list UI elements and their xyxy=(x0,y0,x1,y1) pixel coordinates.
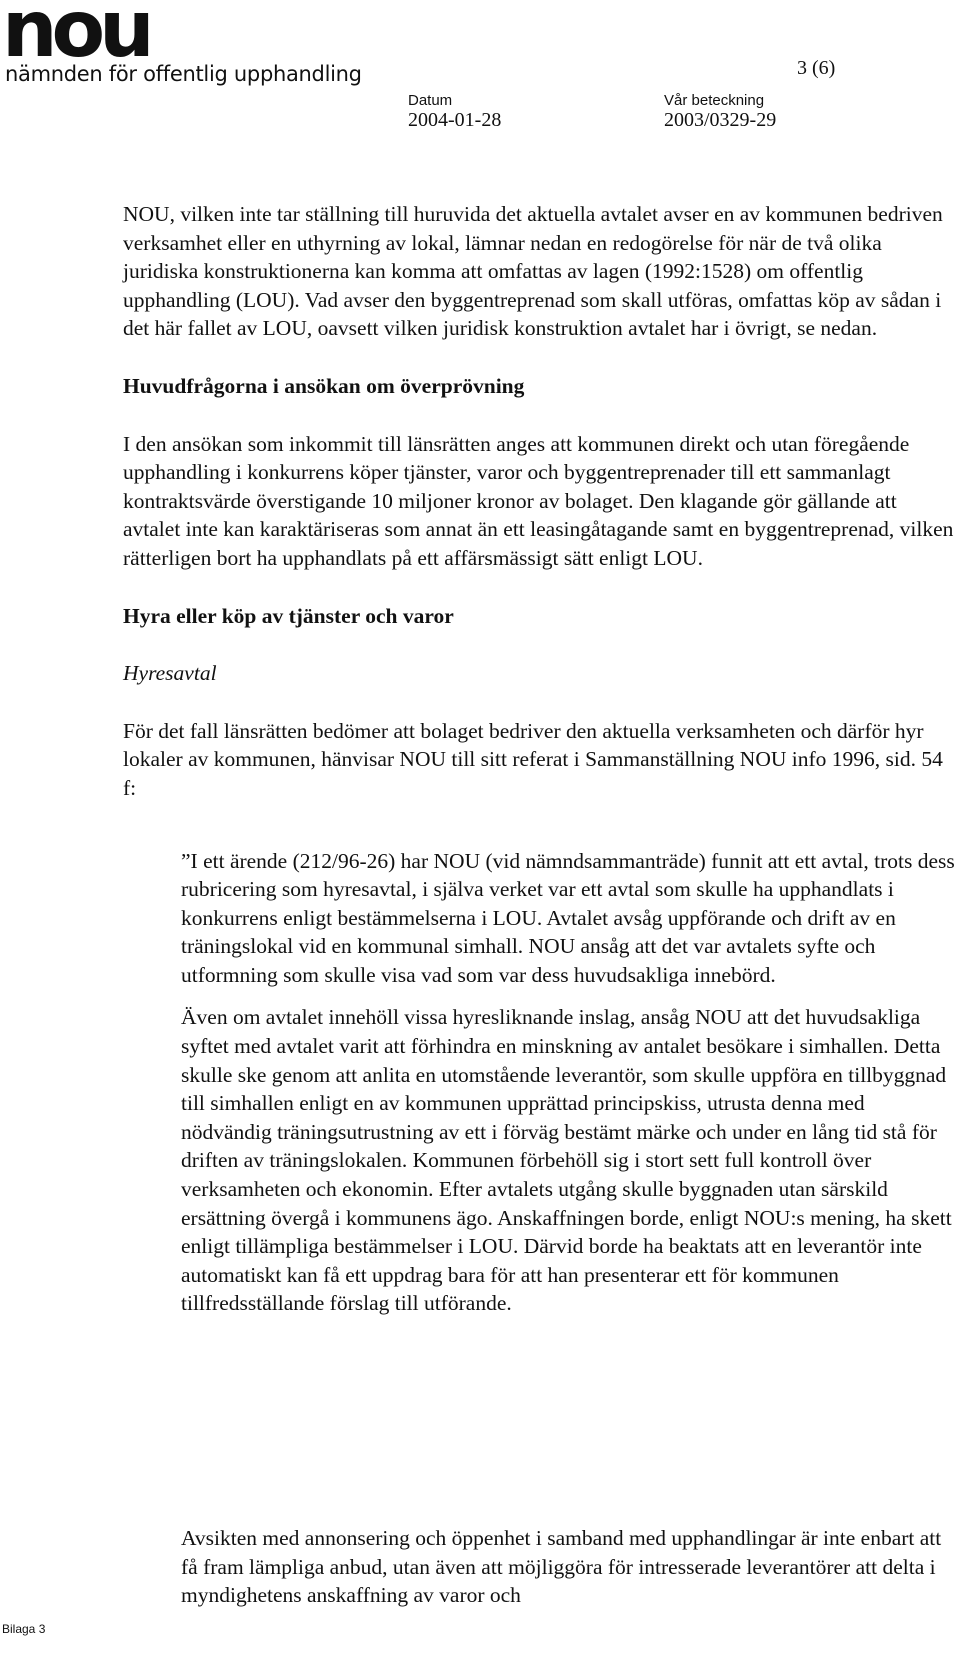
nou-logo-mark xyxy=(2,0,202,62)
date-value: 2004-01-28 xyxy=(408,109,502,131)
quote-paragraph-2: Även om avtalet innehöll vissa hyresliknande inslag, ansåg NOU att det huvudsakliga syftet med avtalet varit att förhindra en minskning av antalet besökare i simhallen. Detta skulle ske genom att anlita en utomstående leverantör, som skulle uppföra en tillbyggnad till simhallen enligt en av kommunen upprättad principskiss, utrusta denna med nödvändig träningsutrustning av ett i förväg bestämt märke och under en lång tid stå för driften av träningslokalen. Kommunen förbehöll sig i stort sett full kontroll över verksamheten och ekonomin. Efter avtalets utgång skulle byggnaden utan särskild ersättning övergå i kommunens ägo. Anskaffningen borde, enligt NOU:s mening, ha skett enligt tillämpliga bestämmelser i LOU. Därvid borde ha beaktats att en leverantör inte automatiskt kan få ett uppdrag bara för att han presenterar ett för kommunen tillfredsställande förslag till utförande. xyxy=(181,1005,952,1316)
application-paragraph: I den ansökan som inkommit till länsrätten anges att kommunen direkt och utan föregående upphandling i konkurrens köper tjänster, varor och byggentreprenader till ett sammanlagt kontraktsvärde överstigande 10 miljoner kronor av bolaget. Den klagande gör gällande att avtalet inte kan karaktäriseras som annat än ett leasingåtagande samt en byggentreprenad, vilken rätterligen bort ha upphandlats på ett affärsmässigt sätt enligt LOU. xyxy=(123,431,954,570)
reference-label: Vår beteckning xyxy=(664,92,765,109)
bilaga-label: Bilaga 3 xyxy=(2,1622,46,1636)
heading-hyra-eller-kop: Hyra eller köp av tjänster och varor xyxy=(123,603,454,628)
heading-huvudfragorna: Huvudfrågorna i ansökan om överprövning xyxy=(123,373,525,398)
quote-paragraph-3: Avsikten med annonsering och öppenhet i samband med upphandlingar är inte enbart att få fram lämpliga anbud, utan även att möjliggöra för intresserade leverantörer att delta i myndighetens anskaffning av varor och xyxy=(181,1526,942,1608)
nou-logo xyxy=(2,0,362,90)
page-number: 3 (6) xyxy=(797,57,836,79)
logo-subtitle: nämnden för offentlig upphandling xyxy=(5,62,362,86)
intro-paragraph: NOU, vilken inte tar ställning till huruvida det aktuella avtalet avser en av kommunen bedriven verksamhet eller en uthyrning av lokal, lämnar nedan en redogörelse för när de två olika juridiska konstruktionerna kan komma att omfattas av lagen (1992:1528) om offentlig upphandling (LOU). Vad avser den byggentreprenad som skall utföras, omfattas köp av sådan i det här fallet av LOU, oavsett vilken juridisk konstruktion avtalet har i övrigt, se nedan. xyxy=(123,202,943,341)
quote-paragraph-1: ”I ett ärende (212/96-26) har NOU (vid nämndsammanträde) funnit att ett avtal, trots dess rubricering som hyresavtal, i själva verket var ett avtal som skulle ha upphandlats i konkurrens enligt bestämmelserna i LOU. Avtalet avsåg uppförande och drift av en träningslokal vid en kommunal simhall. NOU ansåg att det var avtalets syfte och utformning som skulle visa vad som var dess huvudsakliga innebörd. xyxy=(181,848,955,987)
reference-paragraph: För det fall länsrätten bedömer att bolaget bedriver den aktuella verksamheten och därför hyr lokaler av kommunen, hänvisar NOU till sitt referat i Sammanställning NOU info 1996, sid. 54 f: xyxy=(123,718,943,800)
nou-logo-text: nou xyxy=(2,0,149,62)
subheading-hyresavtal: Hyresavtal xyxy=(123,661,217,686)
date-label: Datum xyxy=(408,92,453,109)
reference-value: 2003/0329-29 xyxy=(664,109,777,131)
document-body xyxy=(123,200,958,1318)
